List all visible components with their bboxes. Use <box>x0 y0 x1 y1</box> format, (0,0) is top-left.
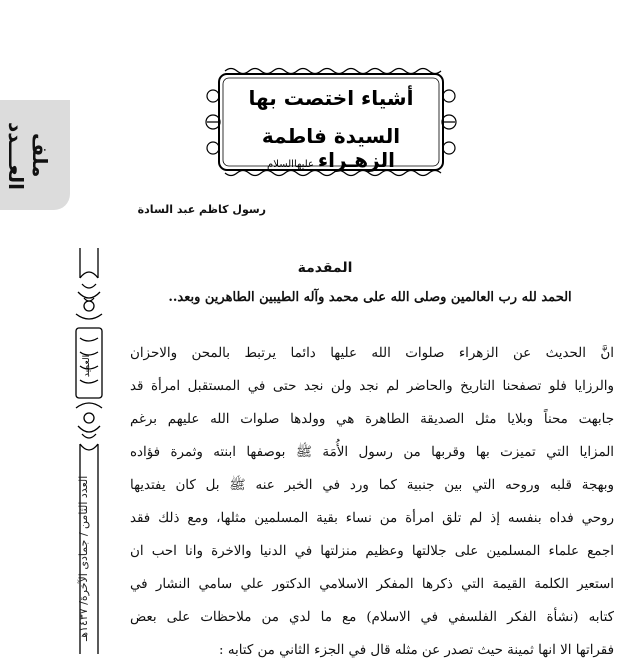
title-line-1: أشياء اختصت بها <box>248 86 414 110</box>
greeting-line: الحمد لله رب العالمين وصلى الله على محمد وآله الطيبين الطاهرين وبعد.. <box>168 290 572 305</box>
paragraph-line: اجمع علماء المسلمين على جلالتها وعظيم منزلتها في الدنيا والاخرة وانا احب ان <box>130 544 614 559</box>
article-paragraph <box>130 337 614 667</box>
paragraph-line: جابهت محناً وبلايا مثل الصديقة الطاهرة هي وولدها صلوات الله عليهم برغم <box>130 412 614 427</box>
paragraph-line: وبهجة قلبه وروحه التي بين جنبية كما ورد في الخبر عنه ﷺ بل كان يفتديها <box>130 478 614 493</box>
author-name: رسول كاظم عبد السادة <box>137 203 266 216</box>
title-frame <box>205 66 457 178</box>
title-line-2-text: السيدة فاطمة الزهـراء <box>261 124 401 172</box>
issue-info: العدد الثامن / جمادى الآخرة/ ١٤٣٧هـ <box>77 475 90 641</box>
paragraph-line: والرزايا فلو تصفحنا التاريخ والحاضر لم نجد ولن نجد حتى في المستقبل امرأة قد <box>130 379 614 394</box>
title-line-2 <box>205 124 457 172</box>
journal-emblem-text: العميد <box>82 354 92 378</box>
paragraph-line: انَّ الحديث عن الزهراء صلوات الله عليها دائما يرتبط بالمحن والاحزان <box>130 346 614 361</box>
section-tab-label: ملف العـــدد <box>4 121 52 190</box>
honorific-glyph: عليهاالسلام <box>267 159 314 170</box>
paragraph-line: كتابه (نشأة الفكر الفلسفي في الاسلام) مع ما لدي من ملاحظات على بعض <box>130 610 614 625</box>
paragraph-line: استعير الكلمة القيمة التي ذكرها المفكر الاسلامي الدكتور علي سامي النشار في <box>130 577 614 592</box>
section-heading: المقدمة <box>297 260 353 276</box>
paragraph-line: المزايا التي تميزت بها وقربها من رسول الأُمَة ﷺ بوصفها ابنته وثمرة فؤاده <box>130 445 614 460</box>
paragraph-line: روحي فداه بنفسه إذ لم تلق امرأة من نساء بقية المسلمين مثلها، ومع ذلك فقد <box>130 511 614 526</box>
paragraph-line: فقراتها الا انها ثمينة حيث تصدر عن مثله قال في الجزء الثاني من كتابه : <box>219 643 614 658</box>
